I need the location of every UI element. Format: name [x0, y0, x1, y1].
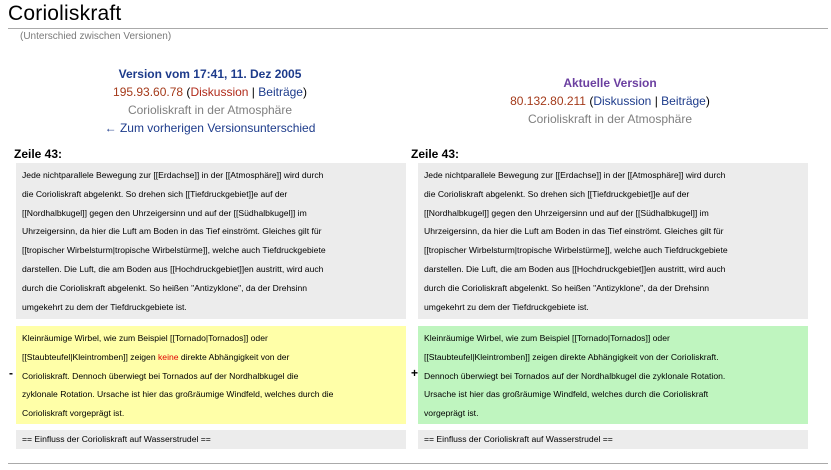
- left-version-ip-link[interactable]: 195.93.60.78: [113, 85, 184, 99]
- previous-diff-link[interactable]: ← Zum vorherigen Versionsunterschied: [104, 121, 316, 135]
- deleted-block: [16, 326, 406, 424]
- left-version-header: Version vom 17:41, 11. Dez 2005 195.93.60.78 (Diskussion | Beiträge) Corioliskraft in der Atmosphäre ← Zum vorherigen Versionsunterschied: [60, 65, 360, 137]
- left-context-block: [16, 163, 406, 319]
- right-line-label: Zeile 43:: [411, 147, 460, 161]
- page-title: Corioliskraft: [8, 2, 122, 25]
- added-line: Ursache ist hier das großräumige Windfeld, welches durch die Corioliskraft: [424, 389, 709, 400]
- deleted-line: [[Staubteufel|Kleintromben]] zeigen keine direkte Abhängigkeit von der: [22, 351, 290, 362]
- added-marker: +: [411, 366, 419, 380]
- context-line: durch die Corioliskraft abgelenkt. So heißen "Antizyklone", da der Drehsinn: [424, 282, 710, 293]
- left-line-label: Zeile 43:: [14, 147, 63, 161]
- context-line: [[tropischer Wirbelsturm|tropische Wirbelstürme]], welche auch Tiefdruckgebiete: [22, 245, 326, 256]
- right-context-block: [418, 163, 808, 319]
- deleted-line: Corioliskraft. Dennoch überwiegt bei Tornados auf der Nordhalbkugel die: [22, 370, 299, 381]
- context-line: [[Nordhalbkugel]] gegen den Uhrzeigersinn und auf der [[Südhalbkugel]] im: [22, 207, 307, 218]
- right-version-header: Aktuelle Version 80.132.80.211 (Diskussion | Beiträge) Corioliskraft in der Atmosphäre: [460, 74, 760, 128]
- context-line: umgekehrt zu dem der Tiefdruckgebiete ist.: [22, 301, 187, 312]
- context-line: darstellen. Die Luft, die am Boden aus [[Hochdruckgebiet]]en austritt, wird auch: [22, 263, 324, 274]
- added-line: Kleinräumige Wirbel, wie zum Beispiel [[Tornado|Tornados]] oder: [424, 333, 670, 343]
- added-line: [[Staubteufel|Kleintromben]] zeigen direkte Abhängigkeit von der Corioliskraft.: [424, 351, 719, 362]
- deleted-line: Corioliskraft vorgeprägt ist.: [22, 408, 125, 419]
- right-version-contributions-link[interactable]: Beiträge: [661, 94, 706, 108]
- context-line: darstellen. Die Luft, die am Boden aus [[Hochdruckgebiet]]en austritt, wird auch: [424, 263, 726, 274]
- changed-word: keine: [158, 351, 179, 362]
- added-line: Dennoch überwiegt bei Tornados auf der Nordhalbkugel die zyklonale Rotation.: [424, 370, 726, 381]
- context-line: durch die Corioliskraft abgelenkt. So heißen "Antizyklone", da der Drehsinn: [22, 282, 308, 293]
- context-line: die Corioliskraft abgelenkt. So drehen sich [[Tiefdruckgebiet]]e auf der: [22, 188, 288, 199]
- context-line: [[Nordhalbkugel]] gegen den Uhrzeigersinn und auf der [[Südhalbkugel]] im: [424, 207, 709, 218]
- deleted-line: zyklonale Rotation. Ursache ist hier das großräumige Windfeld, welches durch die: [22, 389, 334, 400]
- context-line: Uhrzeigersinn, da hier die Luft am Boden in das Tief einströmt. Gleiches gilt für: [424, 226, 724, 237]
- context-line: [[tropischer Wirbelsturm|tropische Wirbelstürme]], welche auch Tiefdruckgebiete: [424, 245, 728, 256]
- left-trailing-context: == Einfluss der Corioliskraft auf Wasserstrudel ==: [16, 430, 406, 449]
- left-version-discussion-link[interactable]: Diskussion: [190, 85, 249, 99]
- added-line: vorgeprägt ist.: [424, 408, 479, 419]
- context-line: die Corioliskraft abgelenkt. So drehen sich [[Tiefdruckgebiet]]e auf der: [424, 188, 690, 199]
- right-version-summary: Corioliskraft in der Atmosphäre: [527, 112, 693, 126]
- right-trailing-context: == Einfluss der Corioliskraft auf Wasserstrudel ==: [418, 430, 808, 449]
- right-version-ip-link[interactable]: 80.132.80.211: [510, 94, 586, 108]
- context-line: Jede nichtparallele Bewegung zur [[Erdachse]] in der [[Atmosphäre]] wird durch: [424, 170, 726, 180]
- right-version-title-link[interactable]: Aktuelle Version: [563, 76, 657, 90]
- title-divider: [8, 28, 828, 29]
- context-line: umgekehrt zu dem der Tiefdruckgebiete ist.: [424, 301, 589, 312]
- context-line: Uhrzeigersinn, da hier die Luft am Boden in das Tief einströmt. Gleiches gilt für: [22, 226, 322, 237]
- deleted-line: Kleinräumige Wirbel, wie zum Beispiel [[Tornado|Tornados]] oder: [22, 333, 268, 343]
- right-version-discussion-link[interactable]: Diskussion: [593, 94, 652, 108]
- left-version-summary: Corioliskraft in der Atmosphäre: [127, 103, 293, 117]
- deleted-marker: -: [9, 366, 13, 380]
- added-block: [418, 326, 808, 424]
- bottom-divider: [8, 463, 828, 464]
- left-version-title-link[interactable]: Version vom 17:41, 11. Dez 2005: [118, 67, 302, 81]
- page-subtitle: (Unterschied zwischen Versionen): [20, 31, 172, 42]
- context-line: Jede nichtparallele Bewegung zur [[Erdachse]] in der [[Atmosphäre]] wird durch: [22, 170, 324, 180]
- left-version-contributions-link[interactable]: Beiträge: [258, 85, 303, 99]
